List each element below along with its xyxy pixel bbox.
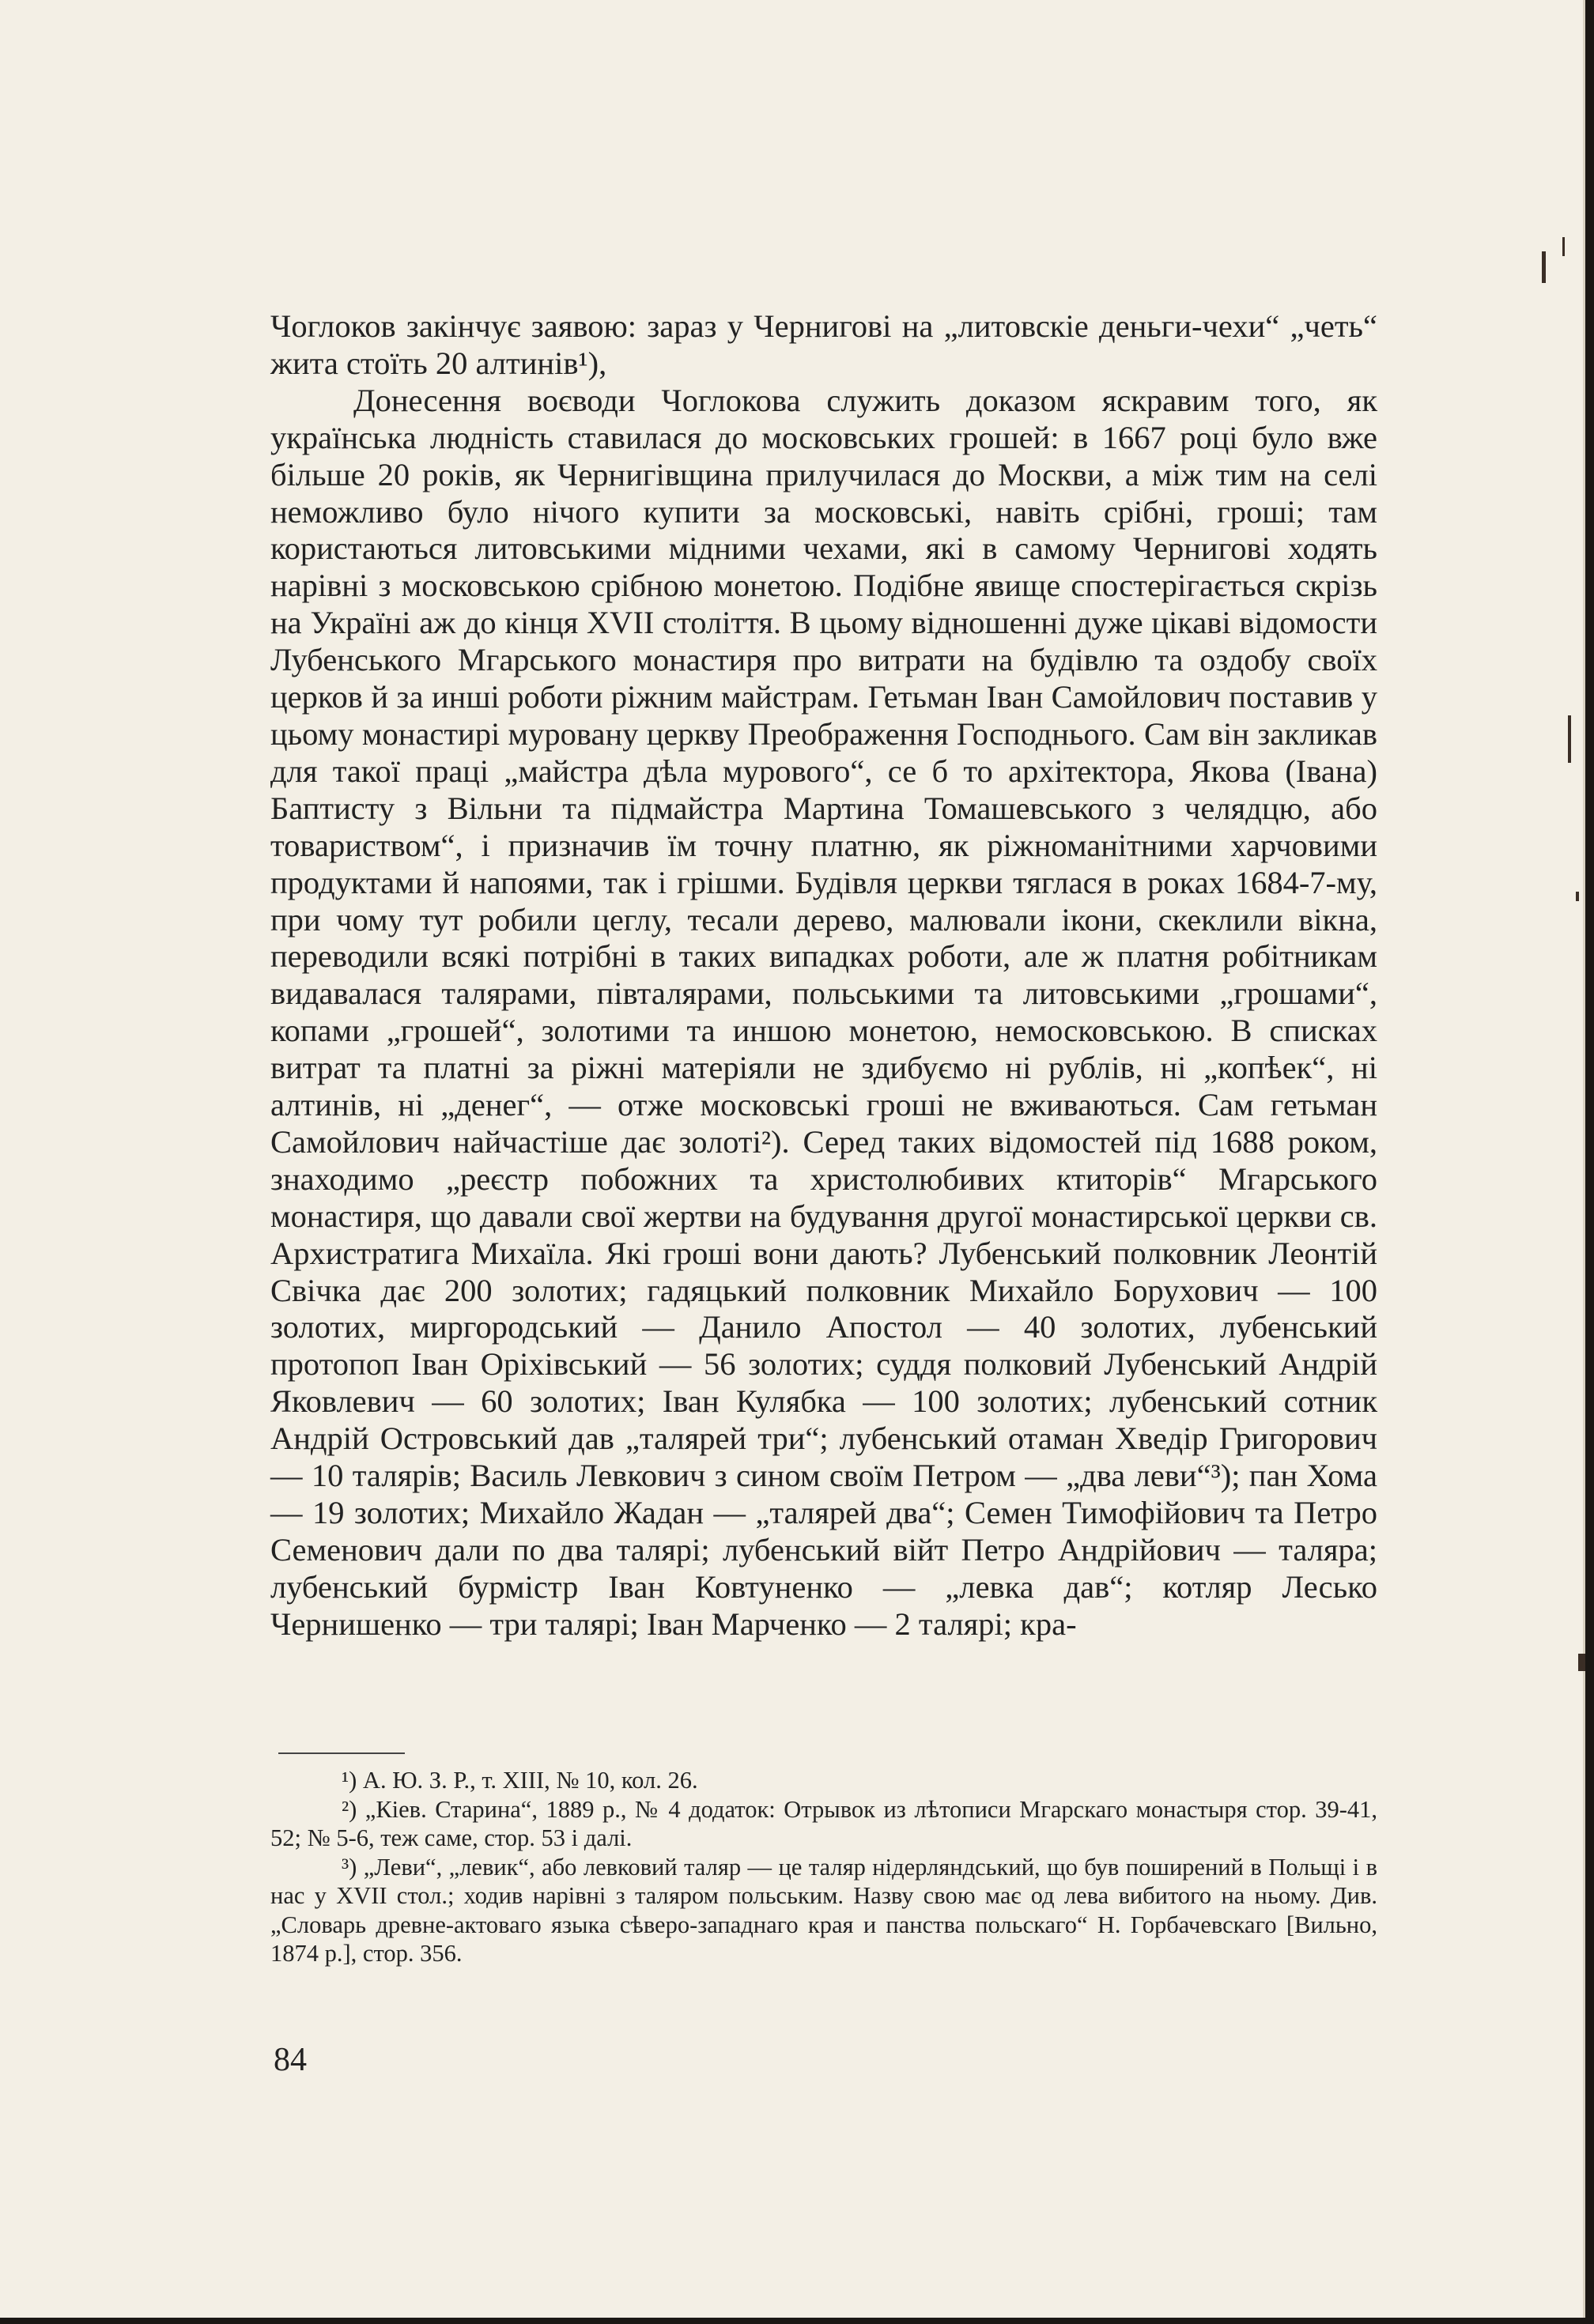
scan-edge-mark [1568,715,1571,763]
footnote: ²) „Кіев. Старина“, 1889 р., № 4 додаток: Отрывок из лѣтописи Мгарскаго монастыря стор. 39-41, 52; № 5-6, теж саме, стор. 53 і далі. [270,1795,1377,1851]
scan-edge-mark [1542,251,1546,283]
scan-edge-mark [1562,237,1565,256]
footnote: ³) „Леви“, „левик“, або левковий таляр — це таляр нідерляндський, що був поширений в Польщі і в нас у XVII стол.; ходив нарівні з таляром польським. Назву свою має од лева вибитого на ньому. Див. „Словарь древне-актоваго языка сѣверо-западнаго края и панства польскаго“ Н. Горбачевскаго [Вильно, 1874 р.], стор. 356. [270,1853,1377,1967]
footnotes [270,1766,1377,1968]
footnote-divider [278,1752,405,1754]
footnote: ¹) А. Ю. З. Р., т. XIII, № 10, кол. 26. [342,1767,698,1794]
scan-edge-mark [1576,892,1579,901]
page-number: 84 [274,2042,307,2078]
paragraph: Чоглоков закінчує заявою: зараз у Чернигові на „литовскіе деньги-чехи“ „четь“ жита стоїть 20 алтинів¹), [270,308,1377,381]
paragraph: Донесення воєводи Чоглокова служить доказом яскравим того, як українська людність ставилася до московських грошей: в 1667 році було вже більше 20 років, як Чернигівщина прилучилася до Москви, а між тим на селі неможливо було нічого купити за московські, навіть срібні, гроші; там користаються литовськими мідними чехами, які в самому Чернигові ходять нарівні з московською срібною монетою. Подібне явище спостерігається скрізь на Україні аж до кінця XVII століття. В цьому відношенні дуже цікаві відомости Лубенського Мгарського монастиря про витрати на будівлю та оздобу своїх церков й за инші роботи ріжним майстрам. Гетьман Іван Самойлович поставив у цьому монастирі муровану церкву Преображення Господнього. Сам він закликав для такої праці „майстра дѣла мурового“, се б то архітектора, Якова (Івана) Баптисту з Вільни та підмайстра Мартина Томашевського з челядцю, або товариством“, і призначив їм точну платню, як ріжноманітними харчовими продуктами й напоями, так і грішми. Будівля церкви тяглася в роках 1684-7-му, при чому тут робили цеглу, тесали дерево, малювали ікони, скеклили вікна, переводили всякі потрібні в таких випадках роботи, але ж платня робітникам видавалася талярами, півталярами, польськими та литовськими „грошами“, копами „грошей“, золотими та иншою монетою, немосковською. В списках витрат та платні за ріжні матеріяли не здибуємо ні рублів, ні „копѣек“, ні алтинів, ні „денег“, — отже московські гроші не вживаються. Сам гетьман Самойлович найчастіше дає золоті²). Серед таких відомостей під 1688 роком, знаходимо „реєстр побожних та христолюбивих ктиторів“ Мгарського монастиря, що давали свої жертви на будування другої монастирської церкви св. Архистратига Михаїла. Які гроші вони дають? Лубенський полковник Леонтій Свічка дає 200 золотих; гадяцький полковник Михайло Борухович — 100 золотих, миргородський — Данило Апостол — 40 золотих, лубенський протопоп Іван Оріхівський — 56 золотих; суддя полковий Лубенський Андрій Яковлевич — 60 золотих; Іван Кулябка — 100 золотих; лубенський сотник Андрій Островський дав „талярей три“; лубенський отаман Хведір Григорович — 10 талярів; Василь Левкович з сином своїм Петром — „два леви“³); пан Хома — 19 золотих; Михайло Жадан — „талярей два“; Семен Тимофійович та Петро Семенович дали по два талярі; лубенський війт Петро Андрійович — таляра; лубенський бурмістр Іван Ковтуненко — „левка дав“; котляр Лесько Чернишенко — три талярі; Іван Марченко — 2 талярі; кра- [270,382,1377,1642]
scan-edge-mark [1578,1654,1585,1671]
main-text [270,308,1377,1643]
